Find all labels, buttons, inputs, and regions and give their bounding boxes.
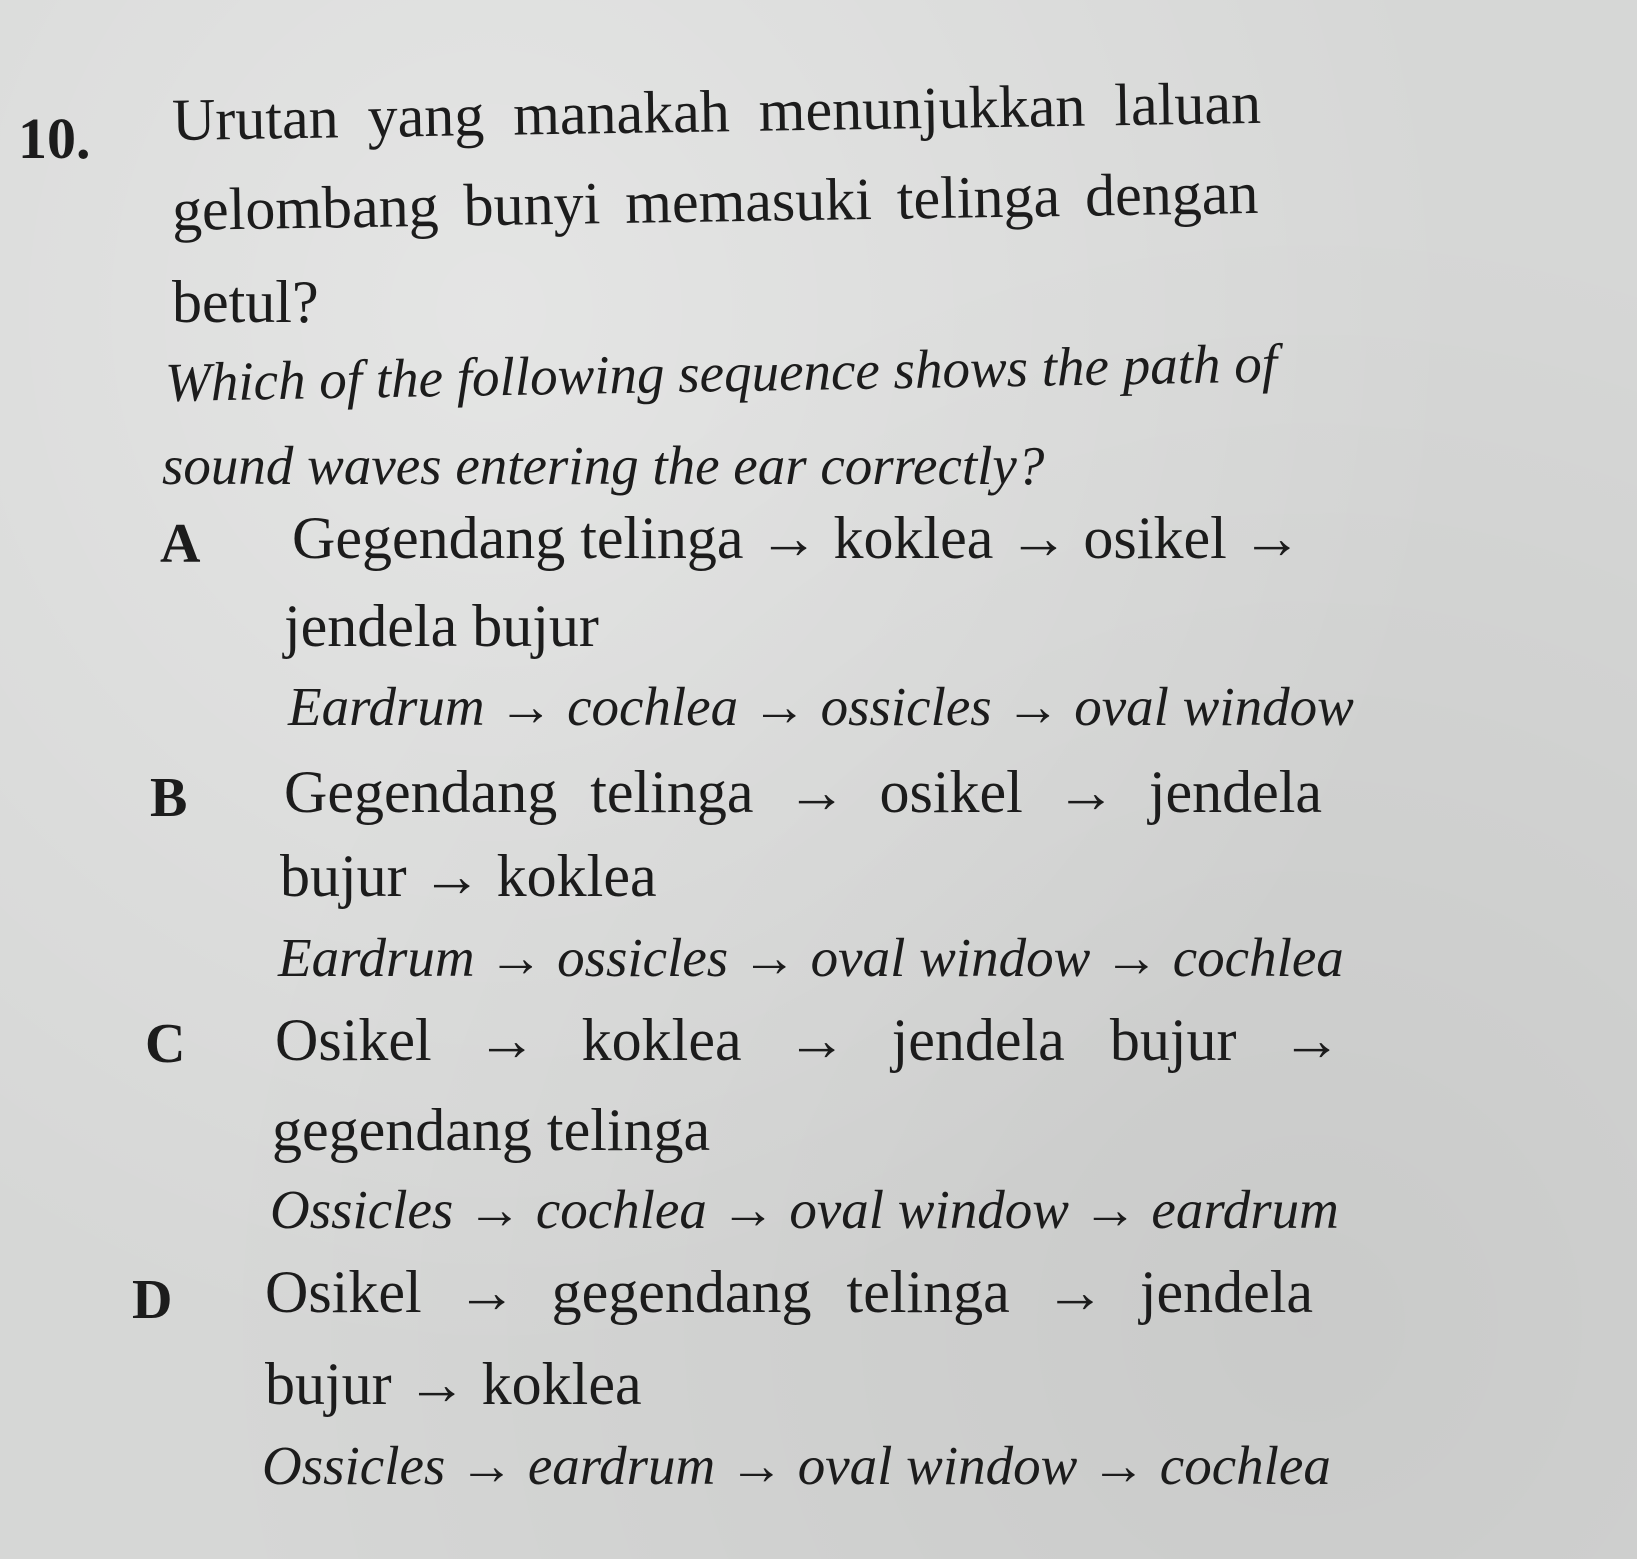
option-a-malay-line-2[interactable]: jendela bujur (284, 593, 599, 659)
option-b-english[interactable]: Eardrum → ossicles → oval window → cochlea (278, 927, 1344, 988)
option-c-letter[interactable]: C (145, 1013, 186, 1075)
option-b-malay-line-1[interactable]: Gegendang telinga → osikel → jendela (284, 759, 1323, 825)
question-malay-line-3: betul? (172, 269, 319, 335)
option-d-malay-line-1[interactable]: Osikel → gegendang telinga → jendela (265, 1259, 1314, 1325)
option-d-letter[interactable]: D (132, 1269, 173, 1331)
question-malay-line-2: gelombang bunyi memasuki telinga dengan (171, 159, 1259, 243)
option-a-english[interactable]: Eardrum → cochlea → ossicles → oval window (288, 676, 1354, 737)
option-b-letter[interactable]: B (150, 767, 188, 829)
question-english-line-1: Which of the following sequence shows the path of (164, 332, 1278, 413)
option-d-malay-line-2[interactable]: bujur → koklea (265, 1351, 642, 1417)
option-a-letter[interactable]: A (160, 513, 201, 575)
question-number: 10. (18, 106, 91, 171)
option-d-english[interactable]: Ossicles → eardrum → oval window → cochlea (262, 1435, 1331, 1496)
option-c-malay-line-2[interactable]: gegendang telinga (272, 1097, 711, 1163)
option-a-malay-line-1[interactable]: Gegendang telinga → koklea → osikel → (292, 505, 1302, 571)
option-c-english[interactable]: Ossicles → cochlea → oval window → eardrum (270, 1179, 1339, 1240)
question-malay-line-1: Urutan yang manakah menunjukkan laluan (171, 69, 1262, 153)
option-c-malay-line-1[interactable]: Osikel → koklea → jendela bujur → (275, 1007, 1342, 1073)
question-english-line-2: sound waves entering the ear correctly? (162, 435, 1045, 496)
option-b-malay-line-2[interactable]: bujur → koklea (280, 843, 657, 909)
